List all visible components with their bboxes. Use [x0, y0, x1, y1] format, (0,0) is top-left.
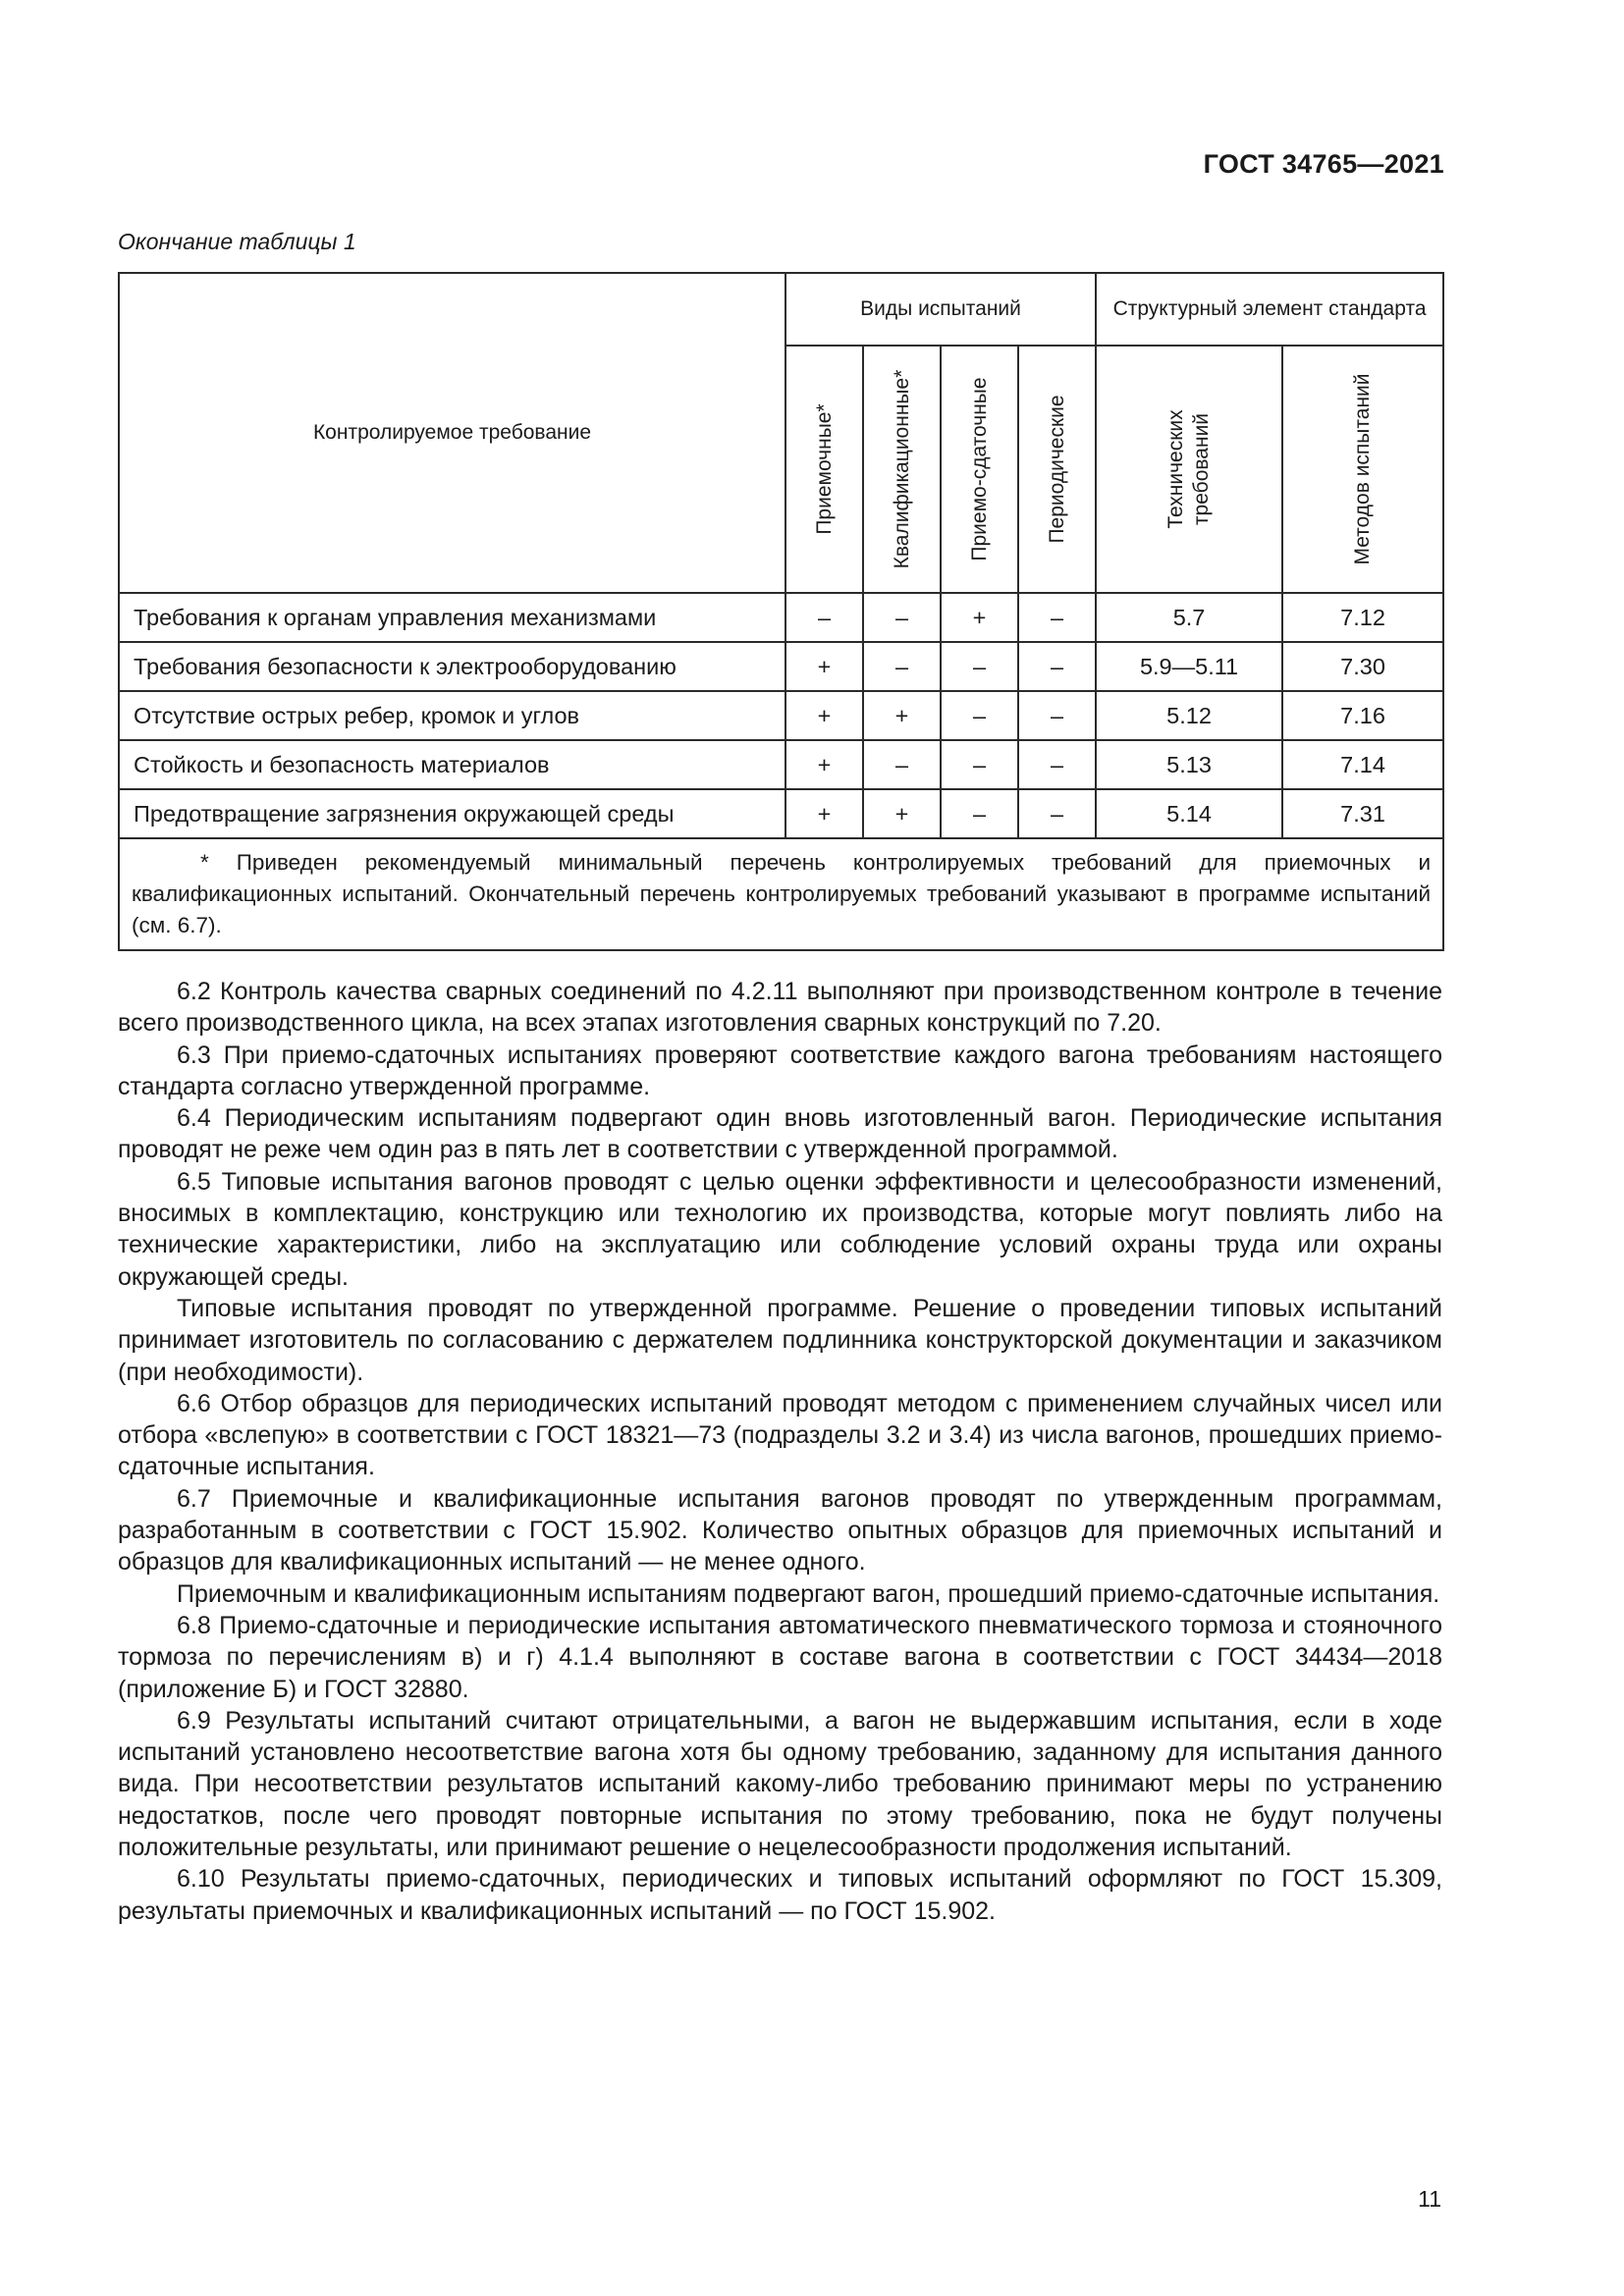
- table-footnote-row: [119, 838, 1443, 950]
- table-row: [119, 691, 1443, 740]
- paragraph-6-9: 6.9 Результаты испытаний считают отрицательными, а вагон не выдержавшим испытания, если в ходе испытаний установлено несоответствие вагона хотя бы одному требованию, заданному для испытания данного вида. При несоответствии результатов испытаний какому-либо требованию принимают меры по устранению недостатков, после чего проводят повторные испытания по этому требованию, пока не будут получены положительные результаты, или принимают решение о нецелесообразности продолжения испытаний.: [118, 1706, 1442, 1862]
- row-requirement: Отсутствие острых ребер, кромок и углов: [119, 691, 785, 740]
- row-requirement: Требования к органам управления механизмами: [119, 593, 785, 642]
- tech-clause: 5.7: [1096, 593, 1282, 642]
- tech-clause: 5.9—5.11: [1096, 642, 1282, 691]
- header-qualification: Квалификационные*: [863, 346, 941, 593]
- tech-clause: 5.12: [1096, 691, 1282, 740]
- mark-delivery: –: [941, 691, 1018, 740]
- mark-delivery: –: [941, 642, 1018, 691]
- paragraph-6-10: 6.10 Результаты приемо-сдаточных, периодических и типовых испытаний оформляют по ГОСТ 15.309, результаты приемочных и квалификационных испытаний — по ГОСТ 15.902.: [118, 1865, 1442, 1925]
- mark-periodic: –: [1018, 691, 1096, 740]
- header-structural-element: Структурный элемент стандарта: [1096, 273, 1443, 346]
- table-row: [119, 789, 1443, 838]
- mark-qualification: +: [863, 691, 941, 740]
- mark-qualification: –: [863, 593, 941, 642]
- requirements-table: [118, 272, 1444, 951]
- row-requirement: Требования безопасности к электрооборудованию: [119, 642, 785, 691]
- paragraph-6-5: 6.5 Типовые испытания вагонов проводят с целью оценки эффективности и целесообразности изменений, вносимых в комплектацию, конструкцию или технологию их производства, которые могут повлиять либо на технические характеристики, либо на эксплуатацию или соблюдение условий охраны труда или охраны окружающей среды.: [118, 1167, 1442, 1291]
- mark-qualification: +: [863, 789, 941, 838]
- mark-acceptance: –: [785, 593, 863, 642]
- method-clause: 7.12: [1282, 593, 1443, 642]
- mark-delivery: +: [941, 593, 1018, 642]
- paragraph-6-7: 6.7 Приемочные и квалификационные испытания вагонов проводят по утвержденным программам, разработанным в соответствии с ГОСТ 15.902. Количество опытных образцов для приемочных испытаний и образцов для квалификационных испытаний — не менее одного.: [118, 1484, 1442, 1576]
- mark-periodic: –: [1018, 642, 1096, 691]
- page-number: 11: [1418, 2186, 1441, 2212]
- mark-qualification: –: [863, 740, 941, 789]
- table-row: [119, 740, 1443, 789]
- tech-clause: 5.14: [1096, 789, 1282, 838]
- standard-designation: ГОСТ 34765—2021: [1203, 149, 1444, 179]
- mark-periodic: –: [1018, 593, 1096, 642]
- paragraph-6-2: 6.2 Контроль качества сварных соединений по 4.2.11 выполняют при производственном контроле в течение всего производственного цикла, на всех этапах изготовления сварных конструкций по 7.20.: [118, 978, 1442, 1038]
- mark-delivery: –: [941, 789, 1018, 838]
- table-row: [119, 642, 1443, 691]
- table-header-row-1: [119, 273, 1443, 346]
- header-periodic: Периодические: [1018, 346, 1096, 593]
- mark-acceptance: +: [785, 691, 863, 740]
- method-clause: 7.14: [1282, 740, 1443, 789]
- header-test-methods: Методов испытаний: [1282, 346, 1443, 593]
- tech-clause: 5.13: [1096, 740, 1282, 789]
- header-technical-requirements: Технических требований: [1096, 346, 1282, 593]
- paragraph-6-8: 6.8 Приемо-сдаточные и периодические испытания автоматического пневматического тормоза и стояночного тормоза по перечислениям в) и г) 4.1.4 выполняют в составе вагона в соответствии с ГОСТ 34434—2018 (приложение Б) и ГОСТ 32880.: [118, 1611, 1442, 1703]
- table-footnote: * Приведен рекомендуемый минимальный перечень контролируемых требований для приемочных и квалификационных испытаний. Окончательный перечень контролируемых требований указывают в программе испытаний (см. 6.7).: [119, 838, 1443, 950]
- mark-periodic: –: [1018, 789, 1096, 838]
- paragraph-6-4: 6.4 Периодическим испытаниям подвергают один вновь изготовленный вагон. Периодические испытания проводят не реже чем один раз в пять лет в соответствии с утвержденной программой.: [118, 1104, 1442, 1164]
- method-clause: 7.31: [1282, 789, 1443, 838]
- header-delivery: Приемо-сдаточные: [941, 346, 1018, 593]
- row-requirement: Предотвращение загрязнения окружающей среды: [119, 789, 785, 838]
- paragraph-6-6: 6.6 Отбор образцов для периодических испытаний проводят методом с применением случайных чисел или отбора «вслепую» в соответствии с ГОСТ 18321—73 (подразделы 3.2 и 3.4) из числа вагонов, прошедших приемо-сдаточные испытания.: [118, 1389, 1442, 1481]
- table-row: [119, 593, 1443, 642]
- paragraph-6-3: 6.3 При приемо-сдаточных испытаниях проверяют соответствие каждого вагона требованиям настоящего стандарта согласно утвержденной программе.: [118, 1041, 1442, 1100]
- mark-qualification: –: [863, 642, 941, 691]
- mark-acceptance: +: [785, 642, 863, 691]
- mark-acceptance: +: [785, 789, 863, 838]
- method-clause: 7.30: [1282, 642, 1443, 691]
- body-text: [118, 976, 1442, 1927]
- mark-delivery: –: [941, 740, 1018, 789]
- mark-periodic: –: [1018, 740, 1096, 789]
- table-caption: Окончание таблицы 1: [118, 229, 356, 254]
- method-clause: 7.16: [1282, 691, 1443, 740]
- header-test-types: Виды испытаний: [785, 273, 1096, 346]
- row-requirement: Стойкость и безопасность материалов: [119, 740, 785, 789]
- header-requirement: Контролируемое требование: [119, 273, 785, 593]
- paragraph-6-5-cont: Типовые испытания проводят по утвержденной программе. Решение о проведении типовых испытаний принимает изготовитель по согласованию с держателем подлинника конструкторской документации и заказчиком (при необходимости).: [118, 1294, 1442, 1386]
- paragraph-6-7-cont: Приемочным и квалификационным испытаниям подвергают вагон, прошедший приемо-сдаточные испытания.: [177, 1579, 1440, 1608]
- mark-acceptance: +: [785, 740, 863, 789]
- header-acceptance: Приемочные*: [785, 346, 863, 593]
